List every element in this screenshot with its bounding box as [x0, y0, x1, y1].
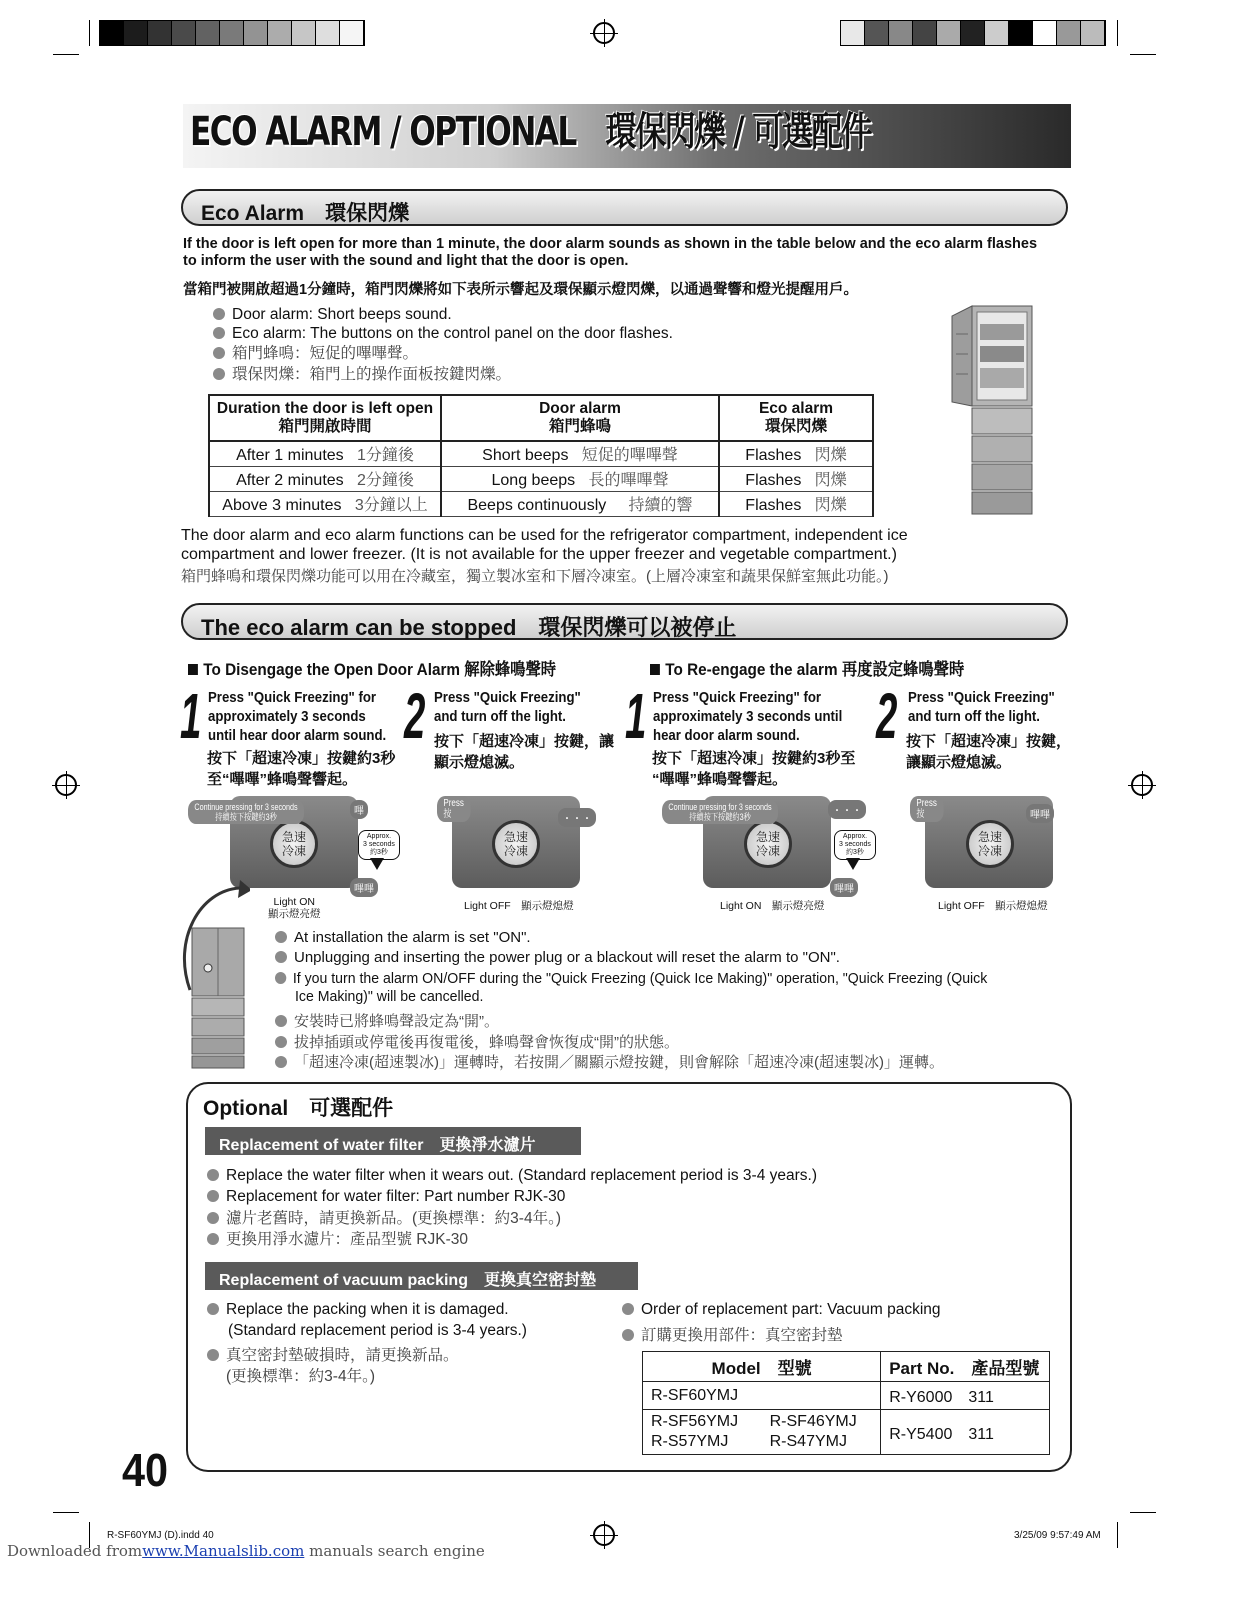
table-cell: Short beeps 短促的嗶嗶聲	[441, 441, 719, 466]
column-header: Eco alarm 環保閃爍	[719, 395, 873, 441]
disengage-title: To Disengage the Open Door Alarm 解除蜂鳴聲時	[188, 655, 556, 680]
press-tag: Press 按	[437, 796, 470, 822]
bullet-icon	[213, 327, 225, 339]
bullet-icon	[207, 1349, 219, 1361]
eco-alarm-table	[208, 394, 874, 517]
list-item: 濾片老舊時，請更換新品。(更換標準：約3-4年。)	[207, 1209, 561, 1228]
quick-freezing-button: 急速 冷凍	[270, 820, 318, 868]
list-item: 「超速冷凍(超速製冰)」運轉時，若按開／關顯示燈按鍵，則會解除「超速冷凍(超速製冰)」運轉。	[275, 1053, 944, 1072]
bullet-icon	[207, 1303, 219, 1315]
list-item-continued: Ice Making)" will be cancelled.	[295, 988, 484, 1005]
list-item: 真空密封墊破損時，請更換新品。	[207, 1346, 459, 1365]
list-item: Replace the water filter when it wears out. (Standard replacement period is 3-4 years.)	[207, 1166, 817, 1185]
registration-mark	[593, 1524, 615, 1546]
square-bullet-icon	[188, 664, 198, 675]
download-credit: Downloaded fromwww.Manualslib.com manuals search engine	[7, 1542, 485, 1560]
registration-mark	[1131, 774, 1153, 796]
refrigerator-open-door-image	[950, 304, 1034, 516]
step-text-cn: 按下「超速冷凍」按鍵，讓 顯示燈熄滅。	[434, 733, 615, 771]
list-item: 環保閃爍：箱門上的操作面板按鍵閃爍。	[213, 365, 511, 384]
table-cell: R-SF60YMJ	[643, 1382, 881, 1410]
manualslib-link[interactable]: www.Manualslib.com	[142, 1542, 305, 1560]
step-text: Press "Quick Freezing" for approximately 3 seconds until hear door alarm sound.	[653, 689, 843, 744]
approx-note: Approx. 3 seconds 約3秒	[358, 830, 400, 860]
crop-mark	[1117, 20, 1118, 46]
light-on-caption: Light ON 顯示燈亮燈	[720, 900, 825, 912]
crop-mark	[53, 1512, 79, 1513]
eco-note-cn: 箱門蜂鳴和環保閃爍功能可以用在冷藏室，獨立製冰室和下層冷凍室。(上層冷凍室和蔬果保鮮室無此功能。)	[181, 568, 889, 585]
registration-mark	[593, 22, 615, 44]
beepbeep-burst: 嗶嗶	[1026, 804, 1054, 823]
dots-burst: ・・・	[558, 808, 596, 827]
light-on-caption: Light ON 顯示燈亮燈	[268, 896, 321, 920]
footer-date: 3/25/09 9:57:49 AM	[1014, 1530, 1101, 1541]
bullet-icon	[275, 1015, 287, 1027]
bullet-icon	[275, 931, 287, 943]
color-bar-right	[840, 20, 1106, 46]
bullet-icon	[207, 1169, 219, 1181]
table-cell: R-Y5400 311	[881, 1410, 1050, 1455]
column-header: Model 型號	[643, 1352, 881, 1382]
step-text: Press "Quick Freezing" and turn off the light.	[908, 689, 1055, 725]
list-item: Unplugging and inserting the power plug or a blackout will reset the alarm to "ON".	[275, 948, 840, 967]
quick-freezing-button: 急速 冷凍	[744, 820, 792, 868]
list-item: 拔掉插頭或停電後再復電後，蜂鳴聲會恢復成“開”的狀態。	[275, 1033, 679, 1052]
table-cell: Flashes 閃爍	[719, 491, 873, 516]
table-row	[643, 1382, 1050, 1410]
page-title: ECO ALARM / OPTIONAL 環保閃爍 / 可選配件	[190, 109, 871, 155]
arrow-down-icon	[370, 858, 384, 870]
list-item: 箱門蜂鳴：短促的嗶嗶聲。	[213, 344, 418, 363]
bullet-icon	[622, 1303, 634, 1315]
dots-burst: ・・・	[828, 800, 866, 819]
optional-title: Optional 可選配件	[203, 1097, 394, 1120]
list-item: Replace the packing when it is damaged.	[207, 1300, 509, 1319]
bullet-icon	[275, 951, 287, 963]
section-header-eco-alarm	[181, 189, 1068, 226]
table-cell: After 2 minutes 2分鐘後	[209, 466, 441, 491]
list-item-continued: (Standard replacement period is 3-4 years.)	[228, 1322, 527, 1339]
table-cell: R-Y6000 311	[881, 1382, 1050, 1410]
bullet-icon	[207, 1233, 219, 1245]
table-cell: After 1 minutes 1分鐘後	[209, 441, 441, 466]
list-item: 安裝時已將蜂鳴聲設定為“開”。	[275, 1012, 499, 1031]
table-cell: Flashes 閃爍	[719, 441, 873, 466]
table-cell: Beeps continuously 持續的響	[441, 491, 719, 516]
bullet-icon	[207, 1212, 219, 1224]
quick-freezing-button: 急速 冷凍	[492, 820, 540, 868]
step-text: Press "Quick Freezing" for approximately 3 seconds until hear door alarm sound.	[208, 689, 387, 744]
step-number: 2	[876, 680, 898, 752]
table-header-row	[209, 395, 873, 441]
vacuum-packing-bar: Replacement of vacuum packing 更換真空密封墊	[205, 1262, 638, 1290]
continue-pressing-tag: Continue pressing for 3 seconds 持續按下按鍵約3秒	[662, 800, 778, 824]
table-cell: R-SF46YMJ R-S47YMJ	[762, 1410, 881, 1455]
column-header: Part No. 產品型號	[881, 1352, 1050, 1382]
table-row	[643, 1410, 1050, 1455]
arrow-down-icon	[846, 858, 860, 870]
refrigerator-closed-image	[180, 880, 250, 1070]
list-item: Replacement for water filter: Part number RJK-30	[207, 1187, 565, 1206]
list-item-continued: (更換標準：約3-4年。)	[226, 1368, 375, 1385]
page-number: 40	[122, 1444, 169, 1496]
section-title: The eco alarm can be stopped 環保閃爍可以被停止	[201, 615, 737, 640]
table-row	[209, 441, 873, 466]
table-row	[209, 466, 873, 491]
press-tag: Press 按	[910, 796, 943, 822]
list-item: If you turn the alarm ON/OFF during the "Quick Freezing (Quick Ice Making)" operation, "Quick Freezing (Quick	[275, 969, 987, 988]
step-number: 2	[404, 680, 426, 752]
table-cell: Flashes 閃爍	[719, 466, 873, 491]
parts-table	[642, 1351, 1050, 1455]
light-off-caption: Light OFF 顯示燈熄燈	[938, 900, 1048, 912]
list-item: Door alarm: Short beeps sound.	[213, 305, 452, 324]
list-item: 更換用淨水濾片：產品型號 RJK-30	[207, 1230, 468, 1249]
list-item: Order of replacement part: Vacuum packing	[622, 1300, 941, 1319]
crop-mark	[1130, 1512, 1156, 1513]
beepbeep-burst: 嗶嗶	[350, 878, 378, 897]
light-off-caption: Light OFF 顯示燈熄燈	[464, 900, 574, 912]
bullet-icon	[275, 1056, 287, 1068]
crop-mark	[89, 20, 90, 46]
table-cell: Above 3 minutes 3分鐘以上	[209, 491, 441, 516]
eco-note-en: The door alarm and eco alarm functions can be used for the refrigerator compartment, independent ice compartment and lower freezer. (It is not available for the upper freezer and vegetable compartment.)	[181, 527, 908, 563]
square-bullet-icon	[650, 664, 660, 675]
eco-intro-cn: 當箱門被開啟超過1分鐘時，箱門閃爍將如下表所示響起及環保顯示燈閃爍，以通過聲響和燈光提醒用戶。	[183, 282, 859, 298]
bullet-icon	[622, 1329, 634, 1341]
continue-pressing-tag: Continue pressing for 3 seconds 持續按下按鍵約3秒	[188, 800, 304, 824]
bullet-icon	[213, 308, 225, 320]
beepbeep-burst: 嗶嗶	[830, 878, 858, 897]
approx-note: Approx. 3 seconds 約3秒	[834, 830, 876, 860]
bullet-icon	[275, 1036, 287, 1048]
crop-mark	[1117, 1522, 1118, 1548]
crop-mark	[1130, 54, 1156, 55]
eco-intro-en: If the door is left open for more than 1 minute, the door alarm sounds as shown in the table below and the eco alarm flashes to inform the user with the sound and light that the door is open.	[183, 236, 1038, 269]
table-row	[209, 491, 873, 516]
footer-file: R-SF60YMJ (D).indd 40	[107, 1530, 214, 1541]
bullet-icon	[207, 1190, 219, 1202]
section-header-stop	[181, 603, 1068, 640]
table-header-row	[643, 1352, 1050, 1382]
step-text-cn: 按下「超速冷凍」按鍵約3秒 至“嗶嗶”蜂鳴聲響起。	[207, 750, 396, 788]
step-text-cn: 按下「超速冷凍」按鍵， 讓顯示燈熄滅。	[906, 733, 1072, 771]
color-bar-left	[99, 20, 365, 46]
step-text-cn: 按下「超速冷凍」按鍵約3秒至 “嗶嗶”蜂鳴聲響起。	[652, 750, 856, 788]
bullet-icon	[213, 368, 225, 380]
step-number: 1	[625, 680, 647, 752]
section-title: Eco Alarm 環保閃爍	[201, 202, 410, 225]
reengage-title: To Re-engage the alarm 再度設定蜂鳴聲時	[650, 655, 964, 680]
crop-mark	[53, 54, 79, 55]
bullet-icon	[213, 347, 225, 359]
water-filter-bar: Replacement of water filter 更換淨水濾片	[205, 1127, 581, 1155]
beep-burst: 嗶	[350, 800, 368, 819]
table-cell: R-SF56YMJ R-S57YMJ	[643, 1410, 762, 1455]
bullet-icon	[275, 972, 286, 984]
list-item: At installation the alarm is set "ON".	[275, 928, 531, 947]
registration-mark	[55, 774, 77, 796]
step-number: 1	[180, 680, 202, 752]
list-item: Eco alarm: The buttons on the control panel on the door flashes.	[213, 324, 673, 343]
table-cell: Long beeps 長的嗶嗶聲	[441, 466, 719, 491]
step-text: Press "Quick Freezing" and turn off the light.	[434, 689, 581, 725]
list-item: 訂購更換用部件：真空密封墊	[622, 1326, 843, 1345]
column-header: Door alarm 箱門蜂鳴	[441, 395, 719, 441]
column-header: Duration the door is left open 箱門開啟時間	[209, 395, 441, 441]
quick-freezing-button: 急速 冷凍	[966, 820, 1014, 868]
